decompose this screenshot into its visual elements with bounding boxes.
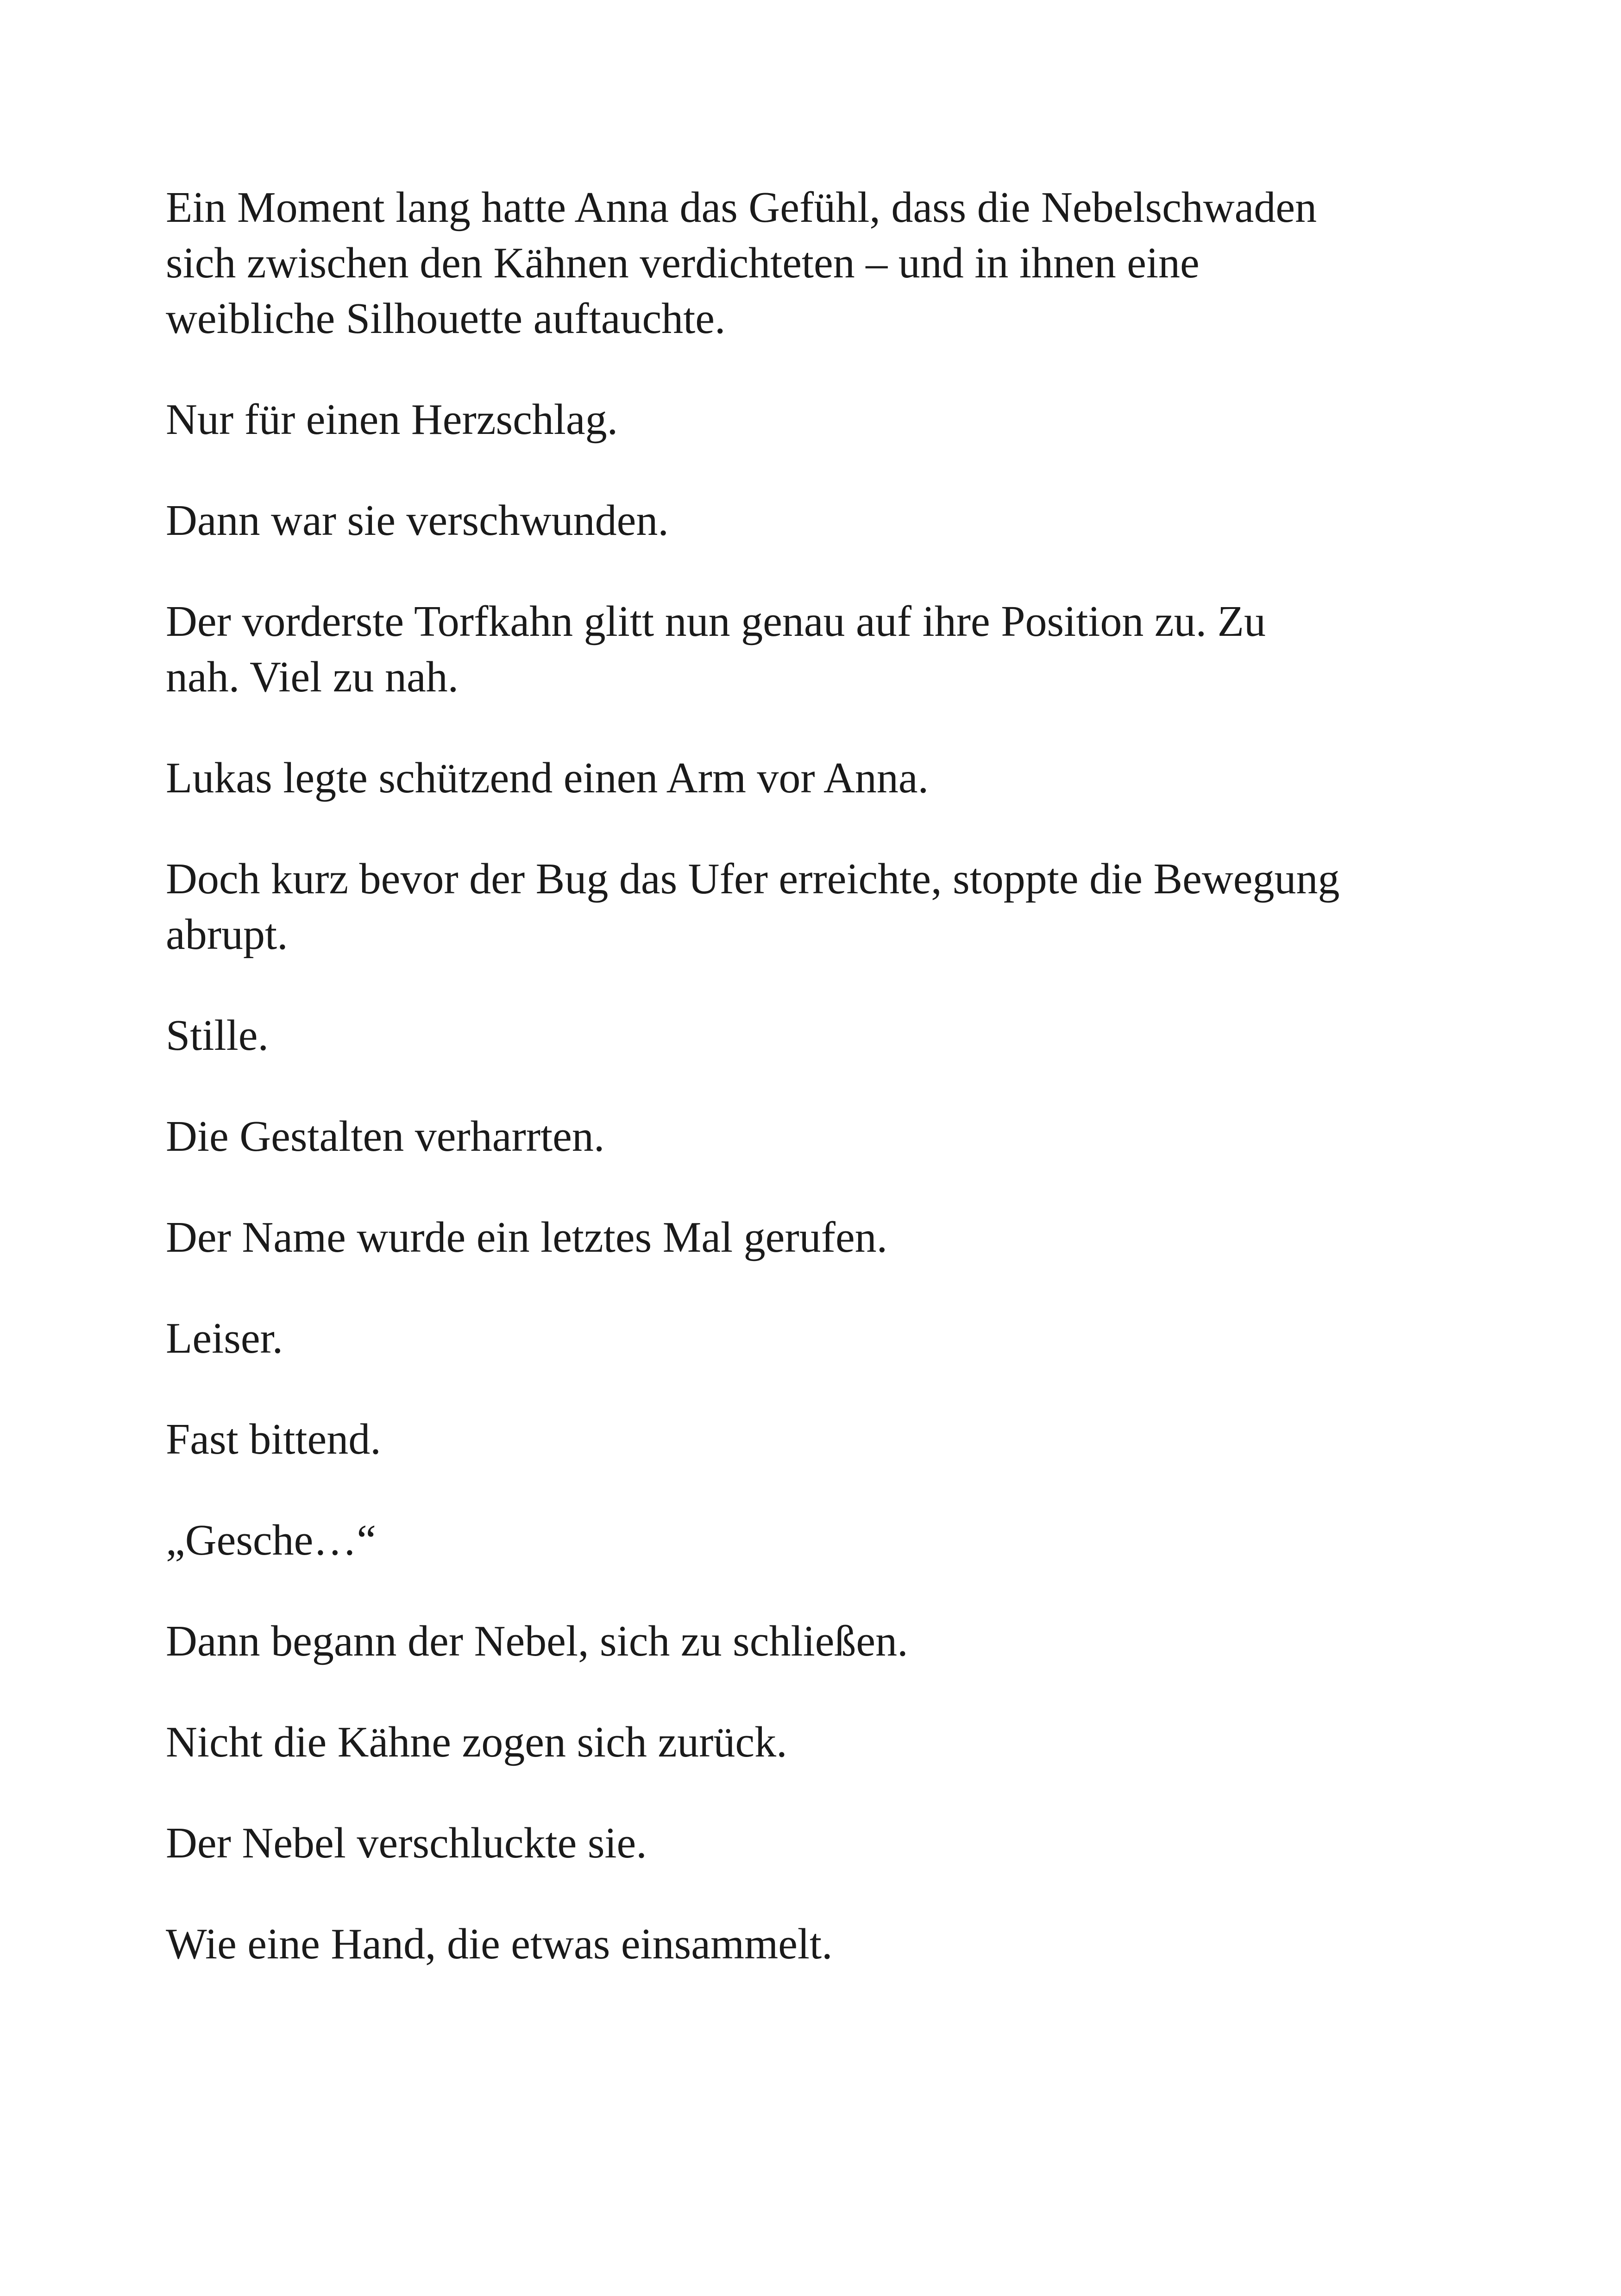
- paragraph: [166, 180, 1463, 346]
- text-line: Fast bittend.: [166, 1415, 381, 1463]
- document-body: [166, 180, 1463, 2017]
- text-line: Nicht die Kähne zogen sich zurück.: [166, 1718, 787, 1766]
- paragraph: [166, 1008, 1463, 1063]
- text-line: „Gesche…“: [166, 1516, 377, 1564]
- paragraph: [166, 1815, 1463, 1871]
- paragraph: [166, 594, 1463, 705]
- text-line: Ein Moment lang hatte Anna das Gefühl, dass die Nebelschwaden: [166, 183, 1317, 232]
- text-line: Dann war sie verschwunden.: [166, 496, 669, 545]
- text-line: Der Nebel verschluckte sie.: [166, 1819, 647, 1867]
- paragraph: [166, 1210, 1463, 1265]
- paragraph: [166, 851, 1463, 962]
- text-line: weibliche Silhouette auftauchte.: [166, 295, 726, 343]
- paragraph: [166, 1109, 1463, 1164]
- text-line: Die Gestalten verharrten.: [166, 1112, 605, 1161]
- text-line: sich zwischen den Kähnen verdichteten – und in ihnen eine: [166, 239, 1200, 287]
- paragraph: [166, 1613, 1463, 1669]
- paragraph: [166, 1311, 1463, 1366]
- paragraph: [166, 1916, 1463, 1972]
- text-line: abrupt.: [166, 910, 288, 959]
- paragraph: [166, 392, 1463, 447]
- text-line: Wie eine Hand, die etwas einsammelt.: [166, 1920, 833, 1968]
- text-line: Stille.: [166, 1011, 269, 1060]
- text-line: Doch kurz bevor der Bug das Ufer erreichte, stoppte die Bewegung: [166, 855, 1340, 903]
- paragraph: [166, 1714, 1463, 1770]
- paragraph: [166, 750, 1463, 806]
- text-line: Der vorderste Torfkahn glitt nun genau auf ihre Position zu. Zu: [166, 597, 1266, 646]
- text-line: Leiser.: [166, 1314, 283, 1362]
- text-line: Nur für einen Herzschlag.: [166, 395, 618, 444]
- text-line: nah. Viel zu nah.: [166, 653, 459, 701]
- paragraph: [166, 1411, 1463, 1467]
- text-line: Lukas legte schützend einen Arm vor Anna.: [166, 754, 929, 802]
- text-line: Der Name wurde ein letztes Mal gerufen.: [166, 1213, 888, 1261]
- text-line: Dann begann der Nebel, sich zu schließen.: [166, 1617, 908, 1665]
- paragraph: [166, 1512, 1463, 1568]
- paragraph: [166, 493, 1463, 548]
